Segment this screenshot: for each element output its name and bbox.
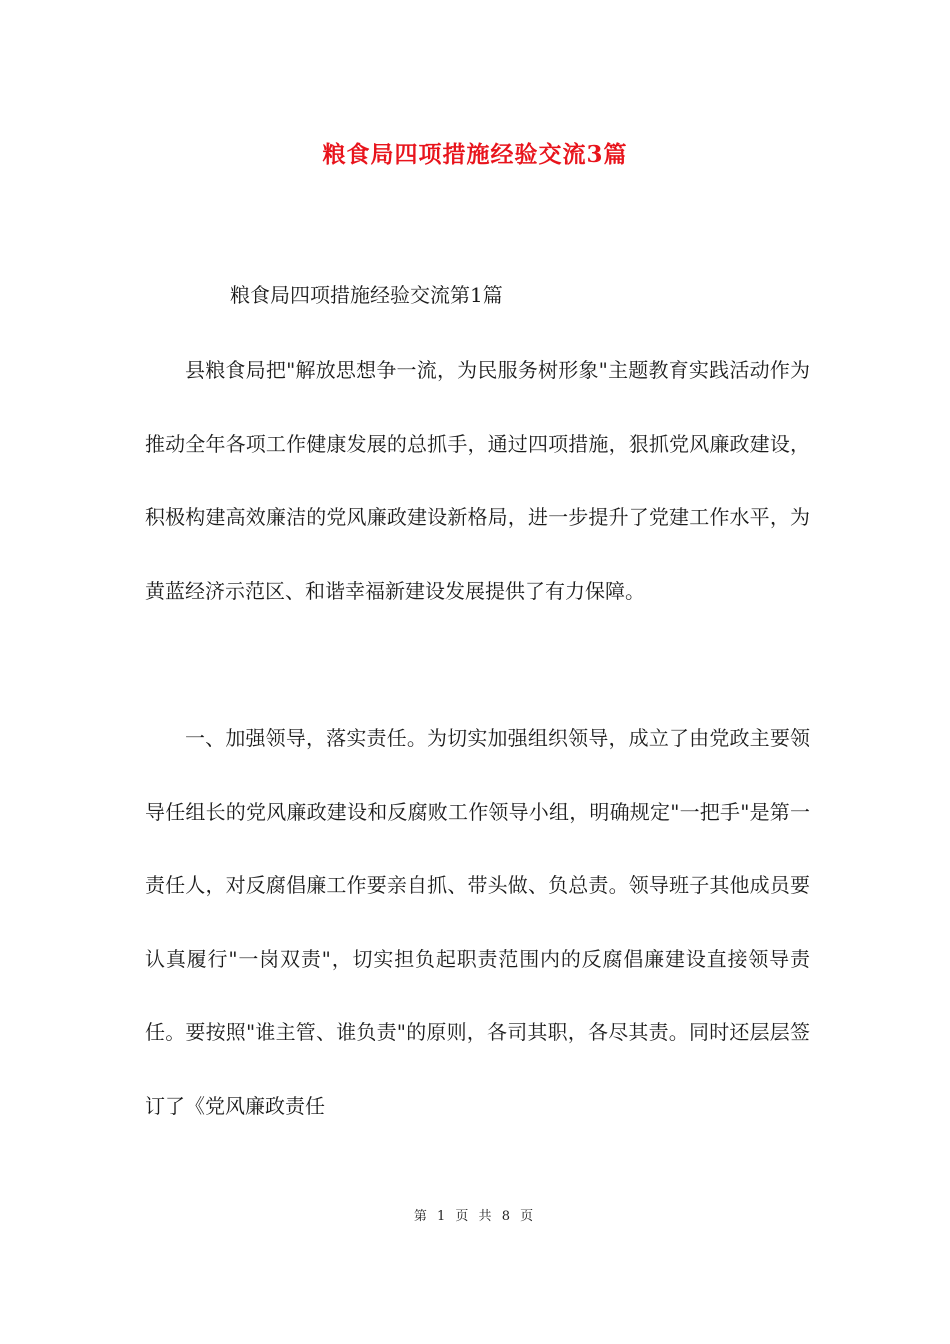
section-heading: 粮食局四项措施经验交流第1篇 xyxy=(230,283,503,307)
document-title: 粮食局四项措施经验交流3篇 xyxy=(322,141,628,168)
body-paragraph: 一、加强领导，落实责任。为切实加强组织领导，成立了由党政主要领导任组长的党风廉政建设和反腐败工作领导小组，明确规定"一把手"是第一责任人，对反腐倡廉工作要亲自抓、带头做、负总责。领导班子其他成员要认真履行"一岗双责"，切实担负起职责范围内的反腐倡廉建设直接领导责任。要按照"谁主管、谁负责"的原则，各司其职，各尽其责。同时还层层签订了《党风廉政责任 xyxy=(145,726,810,1118)
page-footer: 第 1 页 共 8 页 xyxy=(413,1209,537,1224)
body-paragraph: 县粮食局把"解放思想争一流，为民服务树形象"主题教育实践活动作为推动全年各项工作健康发展的总抓手，通过四项措施，狠抓党风廉政建设，积极构建高效廉洁的党风廉政建设新格局，进一步提升了党建工作水平，为黄蓝经济示范区、和谐幸福新建设发展提供了有力保障。 xyxy=(145,358,810,603)
